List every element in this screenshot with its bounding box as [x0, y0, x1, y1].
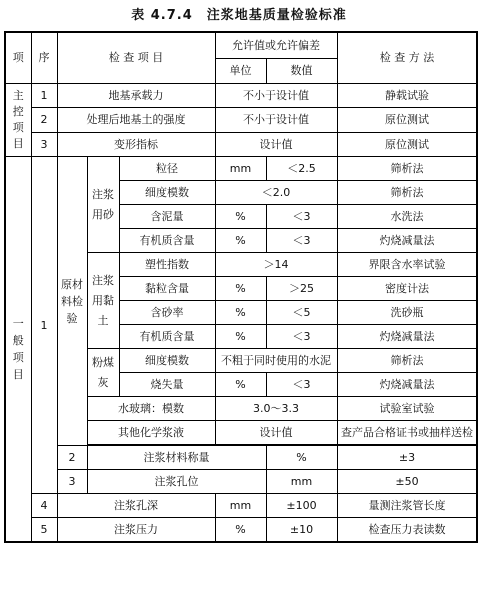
row-item: 粒径: [119, 157, 215, 181]
row-no: 3: [57, 470, 87, 494]
row-allow: 3.0～3.3: [215, 397, 337, 421]
sand-label-cell: [87, 157, 119, 253]
row-unit: %: [215, 229, 266, 253]
row-method: 查产品合格证书或抽样送检: [337, 421, 477, 445]
clay-label-cell: [87, 253, 119, 349]
row-item: 变形指标: [57, 132, 215, 157]
row-no: 1: [31, 157, 57, 494]
row-allow: 不小于设计值: [215, 83, 337, 108]
row-value: ±50: [337, 470, 477, 494]
row-item: 注浆材料称量: [87, 446, 266, 470]
header-allow: 允许值或允许偏差: [215, 32, 337, 58]
row-unit: %: [215, 373, 266, 397]
row-unit: %: [215, 325, 266, 349]
row-unit: %: [215, 277, 266, 301]
row-allow: 不小于设计值: [215, 108, 337, 133]
sand-label: 注浆用砂: [92, 187, 114, 221]
row-no: 1: [31, 83, 57, 108]
table-row: [5, 446, 477, 470]
header-unit: 单位: [215, 58, 266, 83]
row-no: 3: [31, 132, 57, 157]
general-group-label: 一般项目: [5, 157, 31, 542]
row-item: 有机质含量: [119, 325, 215, 349]
row-method: 检查压力表读数: [337, 518, 477, 542]
table-row: [5, 83, 477, 108]
row-item: 黏粒含量: [119, 277, 215, 301]
row-value: ±10: [266, 518, 337, 542]
row-item: 地基承载力: [57, 83, 215, 108]
row-method: 灼烧减量法: [337, 229, 477, 253]
row-method: 原位测试: [337, 132, 477, 157]
clay-label: 注浆用黏土: [92, 273, 114, 327]
main-group-label: 主控项目: [5, 83, 31, 157]
row-value: ＜2.5: [266, 157, 337, 181]
row-allow: ＞14: [215, 253, 337, 277]
row-unit: %: [215, 518, 266, 542]
row-item: 水玻璃：模数: [87, 397, 215, 421]
table-row: [5, 157, 477, 181]
row-value: ＜3: [266, 325, 337, 349]
row-unit: mm: [266, 470, 337, 494]
row-unit: mm: [215, 494, 266, 518]
header-row: [5, 32, 477, 58]
row-item: 注浆孔深: [57, 494, 215, 518]
row-item: 含泥量: [119, 205, 215, 229]
table-row: [5, 108, 477, 133]
row-method: 水洗法: [337, 205, 477, 229]
row-item: 有机质含量: [119, 229, 215, 253]
header-seq: 序: [31, 32, 57, 83]
table-title: 表 4.7.4 注浆地基质量检验标准: [131, 8, 347, 23]
row-item: 细度模数: [119, 181, 215, 205]
row-allow: 不粗于同时使用的水泥: [215, 349, 337, 373]
header-item: 项: [5, 32, 31, 83]
row-method: 筛析法: [337, 157, 477, 181]
row-unit: %: [266, 446, 337, 470]
row-item: 处理后地基土的强度: [57, 108, 215, 133]
row-value: ＜5: [266, 301, 337, 325]
row-method: 密度计法: [337, 277, 477, 301]
row-allow: 设计值: [215, 132, 337, 157]
ash-label: 粉煤灰: [92, 355, 114, 389]
row-method: 洗砂瓶: [337, 301, 477, 325]
row-method: 筛析法: [337, 181, 477, 205]
header-check-item: 检 查 项 目: [57, 32, 215, 83]
row-method: 界限含水率试验: [337, 253, 477, 277]
row-value: ±100: [266, 494, 337, 518]
row-item: 其他化学浆液: [87, 421, 215, 445]
header-method: 检 查 方 法: [337, 32, 477, 83]
quality-standard-table: [4, 31, 478, 543]
row-value: ＜3: [266, 205, 337, 229]
row-method: 静载试验: [337, 83, 477, 108]
row-allow: 设计值: [215, 421, 337, 445]
row-item: 注浆压力: [57, 518, 215, 542]
table-row: [5, 132, 477, 157]
row-no: 2: [31, 108, 57, 133]
row-value: ＞25: [266, 277, 337, 301]
row-method: 灼烧减量法: [337, 373, 477, 397]
row-no: 4: [31, 494, 57, 518]
row-value: ±3: [337, 446, 477, 470]
table-row: [5, 518, 477, 542]
row-method: 量测注浆管长度: [337, 494, 477, 518]
row-method: 试验室试验: [337, 397, 477, 421]
row-no: 2: [57, 446, 87, 470]
row-unit: %: [215, 205, 266, 229]
row-item: 细度模数: [119, 349, 215, 373]
row-unit: mm: [215, 157, 266, 181]
row-unit: %: [215, 301, 266, 325]
row-value: ＜3: [266, 229, 337, 253]
table-row: [5, 470, 477, 494]
row-no: 5: [31, 518, 57, 542]
row-item: 含砂率: [119, 301, 215, 325]
row-method: 筛析法: [337, 349, 477, 373]
row-allow: ＜2.0: [215, 181, 337, 205]
raw-material-label: 原材料检验: [57, 157, 87, 446]
row-method: 原位测试: [337, 108, 477, 133]
header-value: 数值: [266, 58, 337, 83]
row-item: 注浆孔位: [87, 470, 266, 494]
ash-label-cell: [87, 349, 119, 397]
table-row: [5, 494, 477, 518]
row-item: 烧失量: [119, 373, 215, 397]
row-value: ＜3: [266, 373, 337, 397]
row-item: 塑性指数: [119, 253, 215, 277]
row-method: 灼烧减量法: [337, 325, 477, 349]
